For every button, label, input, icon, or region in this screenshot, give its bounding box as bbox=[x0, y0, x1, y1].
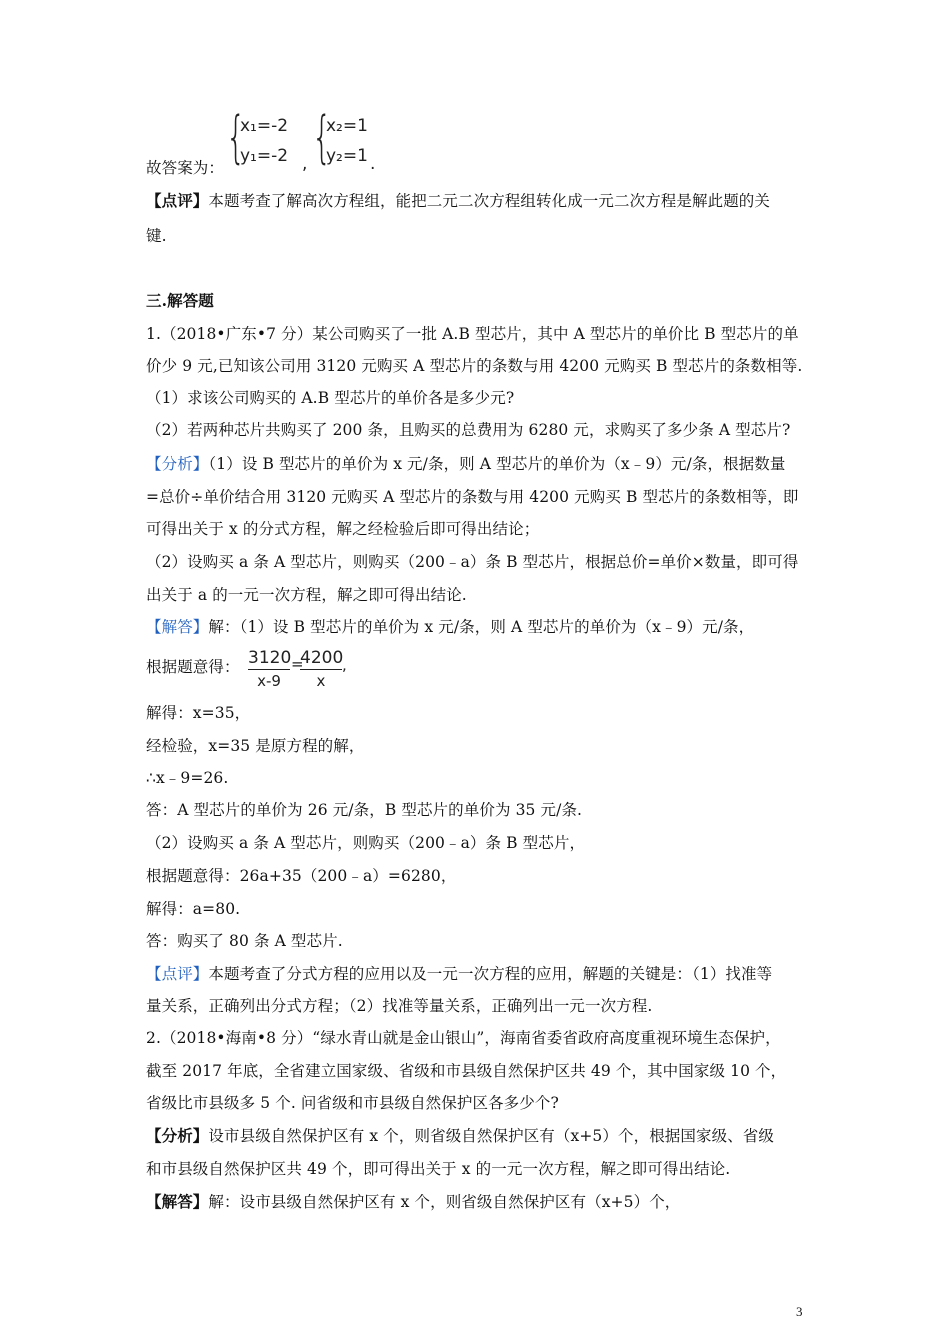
q1-part2-equation: 根据题意得：26a+35（200﹣a）=6280， bbox=[146, 867, 457, 885]
fraction-right-numerator: 4200 bbox=[300, 648, 344, 668]
q2-analysis-line2: 和市县级自然保护区共 49 个，即可得出关于 x 的一元一次方程，解之即可得出结论. bbox=[146, 1160, 731, 1178]
comment-text: 本题考查了分式方程的应用以及一元一次方程的应用，解题的关键是：（1）找准等 bbox=[208, 965, 773, 983]
q2-line3: 省级比市县级多 5 个. 问省级和市县级自然保护区各多少个? bbox=[146, 1094, 559, 1112]
comment-tag: 【点评】 bbox=[146, 965, 209, 983]
fraction-bar bbox=[300, 669, 342, 670]
analysis-text: 设市县级自然保护区有 x 个，则省级自然保护区有（x+5）个，根据国家级、省级 bbox=[208, 1127, 774, 1145]
answer-tag: 【解答】 bbox=[146, 618, 209, 636]
q2-line1: 2.（2018•海南•8 分）“绿水青山就是金山银山”，海南省委省政府高度重视环境生态保护， bbox=[146, 1029, 781, 1047]
fraction-bar bbox=[248, 669, 290, 670]
q1-sub1: （1）求该公司购买的 A.B 型芯片的单价各是多少元? bbox=[146, 389, 515, 407]
answer-text: 解：设市县级自然保护区有 x 个，则省级自然保护区有（x+5）个， bbox=[208, 1193, 681, 1211]
comment-1-line2: 键. bbox=[146, 227, 167, 245]
comment-1-line1 bbox=[146, 191, 770, 211]
q2-line2: 截至 2017 年底，全省建立国家级、省级和市县级自然保护区共 49 个，其中国家级 10 个， bbox=[146, 1062, 787, 1080]
q1-equation-prefix: 根据题意得： bbox=[146, 658, 240, 676]
q1-line1: 1.（2018•广东•7 分）某公司购买了一批 A.B 型芯片，其中 A 型芯片的单价比 B 型芯片的单 bbox=[146, 325, 799, 343]
fraction-right bbox=[300, 648, 342, 691]
q1-comment-line2: 量关系，正确列出分式方程；（2）找准等量关系，正确列出一元一次方程. bbox=[146, 997, 653, 1015]
q2-analysis-line1 bbox=[146, 1126, 774, 1146]
q1-comment-line1 bbox=[146, 964, 772, 984]
system1-line1: x₁=-2 bbox=[240, 116, 289, 136]
left-brace-2: { bbox=[312, 105, 332, 170]
q1-part2-solution: 解得：a=80. bbox=[146, 900, 241, 918]
q1-answer2: 答：购买了 80 条 A 型芯片. bbox=[146, 932, 343, 950]
analysis-text: （1）设 B 型芯片的单价为 x 元/条，则 A 型芯片的单价为（x﹣9）元/条，根据数量 bbox=[208, 455, 786, 473]
q1-analysis-line3: 可得出关于 x 的分式方程，解之经检验后即可得出结论； bbox=[146, 520, 540, 538]
equals-sign: = bbox=[291, 655, 304, 673]
equation-end: , bbox=[342, 656, 347, 674]
system-end: . bbox=[370, 154, 376, 174]
q1-analysis-line1 bbox=[146, 454, 785, 474]
system2-line1: x₂=1 bbox=[326, 116, 368, 136]
left-brace-1: { bbox=[226, 105, 246, 170]
q2-answer-line1 bbox=[146, 1192, 680, 1212]
q1-answer1: 答：A 型芯片的单价为 26 元/条，B 型芯片的单价为 35 元/条. bbox=[146, 801, 583, 819]
comment-text: 本题考查了解高次方程组，能把二元二次方程组转化成一元二次方程是解此题的关 bbox=[208, 192, 771, 210]
answer-tag: 【解答】 bbox=[146, 1192, 209, 1211]
q1-sub2: （2）若两种芯片共购买了 200 条，且购买的总费用为 6280 元，求购买了多少条 A 型芯片? bbox=[146, 421, 791, 439]
equation-system-answer bbox=[226, 105, 386, 174]
q1-answer-line1 bbox=[146, 617, 754, 637]
q1-analysis-line2: =总价÷单价结合用 3120 元购买 A 型芯片的条数与用 4200 元购买 B 型芯片的条数相等，即 bbox=[146, 488, 799, 506]
fraction-left-numerator: 3120 bbox=[248, 648, 292, 668]
system1-line2: y₁=-2 bbox=[240, 146, 289, 166]
q1-analysis-line5: 出关于 a 的一元一次方程，解之即可得出结论. bbox=[146, 586, 467, 604]
answer-text: 解：（1）设 B 型芯片的单价为 x 元/条，则 A 型芯片的单价为（x﹣9）元/条， bbox=[208, 618, 755, 636]
fraction-left bbox=[248, 648, 290, 691]
fraction-left-denominator: x-9 bbox=[257, 672, 281, 690]
page-number: 3 bbox=[796, 1304, 803, 1319]
answer-prefix: 故答案为： bbox=[146, 159, 225, 177]
section-title: 三.解答题 bbox=[146, 291, 214, 310]
q1-solution1: 解得：x=35， bbox=[146, 704, 251, 722]
q1-part2-line1: （2）设购买 a 条 A 型芯片，则购买（200﹣a）条 B 型芯片， bbox=[146, 834, 586, 852]
q1-line2: 价少 9 元,已知该公司用 3120 元购买 A 型芯片的条数与用 4200 元购买 B 型芯片的条数相等. bbox=[146, 357, 803, 375]
system2-line2: y₂=1 bbox=[326, 146, 368, 166]
q1-check: 经检验，x=35 是原方程的解， bbox=[146, 737, 365, 755]
analysis-tag: 【分析】 bbox=[146, 455, 209, 473]
analysis-tag: 【分析】 bbox=[146, 1126, 209, 1145]
system-separator: , bbox=[302, 154, 308, 174]
fraction-right-denominator: x bbox=[316, 672, 326, 690]
comment-tag: 【点评】 bbox=[146, 191, 209, 210]
q1-therefore: ∴x﹣9=26. bbox=[146, 769, 229, 787]
q1-analysis-line4: （2）设购买 a 条 A 型芯片，则购买（200﹣a）条 B 型芯片，根据总价=单价×数量，即可得 bbox=[146, 553, 799, 571]
